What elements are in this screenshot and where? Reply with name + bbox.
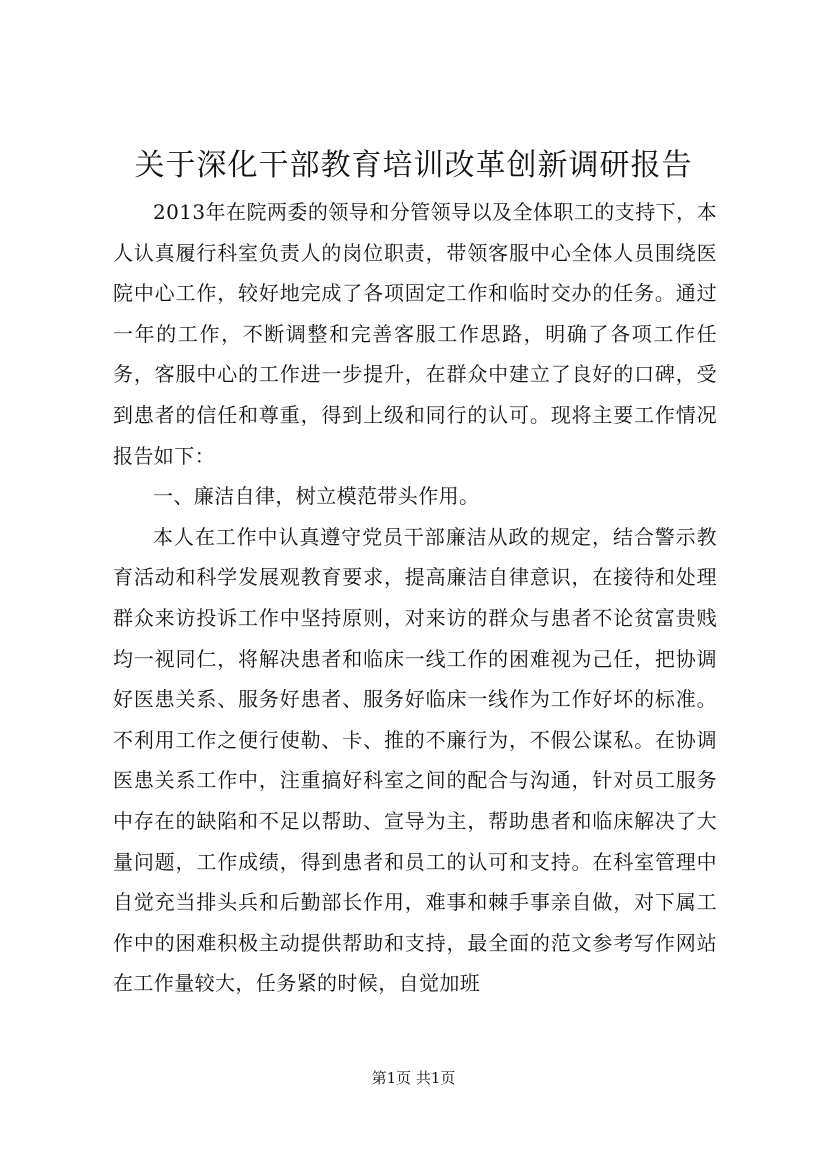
paragraph-intro: 2013年在院两委的领导和分管领导以及全体职工的支持下，本人认真履行科室负责人的岗位职责，带领客服中心全体人员围绕医院中心工作，较好地完成了各项固定工作和临时交办的任务。通过一年的工作，不断调整和完善客服工作思路，明确了各项工作任务，客服中心的工作进一步提升，在群众中建立了良好的口碑，受到患者的信任和尊重，得到上级和同行的认可。现将主要工作情况报告如下： xyxy=(113,200,717,468)
section-heading-1: 一、廉洁自律，树立模范带头作用。 xyxy=(153,484,480,509)
page-footer: 第1页 共1页 xyxy=(371,1069,456,1087)
paragraph-section-1: 本人在工作中认真遵守党员干部廉洁从政的规定，结合警示教育活动和科学发展观教育要求，提高廉洁自律意识，在接待和处理群众来访投诉工作中坚持原则，对来访的群众与患者不论贫富贵贱均一视同仁，将解决患者和临床一线工作的困难视为己任，把协调好医患关系、服务好患者、服务好临床一线作为工作好坏的标准。不利用工作之便行使勒、卡、推的不廉行为，不假公谋私。在协调医患关系工作中，注重搞好科室之间的配合与沟通，针对员工服务中存在的缺陷和不足以帮助、宣导为主，帮助患者和临床解决了大量问题，工作成绩，得到患者和员工的认可和支持。在科室管理中自觉充当排头兵和后勤部长作用，难事和棘手事亲自做，对下属工作中的困难积极主动提供帮助和支持，最全面的范文参考写作网站在工作量较大，任务紧的时候，自觉加班 xyxy=(113,524,717,996)
document-body xyxy=(113,192,717,1004)
document-title: 关于深化干部教育培训改革创新调研报告 xyxy=(134,148,693,183)
